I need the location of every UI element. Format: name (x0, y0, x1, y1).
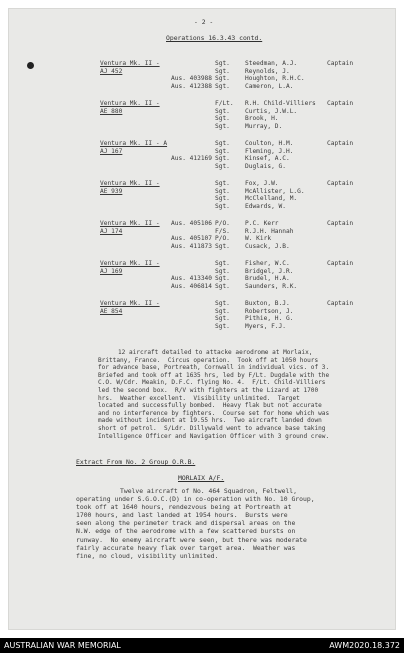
crew-name: Edwards, W. (245, 202, 286, 210)
crew-member (162, 235, 345, 243)
crew-name: Coulton, H.M. (245, 140, 294, 147)
summary-line: hrs. Weather excellent. Visibility unlimited. Target (98, 394, 300, 402)
service-number (162, 315, 215, 323)
crew-name: R.J.H. Hannah (245, 227, 294, 235)
footer-id: AWM2020.18.372 (329, 641, 400, 650)
crew-member (162, 163, 345, 171)
service-number (162, 180, 215, 188)
crew-member (162, 308, 345, 316)
service-number (162, 123, 215, 131)
service-number (162, 188, 215, 196)
summary-line: Briefed and took off at 1635 hrs, led by F/Lt. Dugdale with the (98, 371, 330, 379)
service-number (162, 68, 215, 76)
summary-line: made without incident at 19.55 hrs. Two aircraft landed down (98, 417, 322, 425)
aircraft-serial: AJ 169 (100, 267, 123, 275)
extract-line: Twelve aircraft of No. 464 Squadron, Feltwell, (120, 487, 297, 495)
crew-rank: Sgt. (215, 242, 230, 250)
summary-paragraph (98, 349, 366, 440)
extract-line: N.W. edge of the aerodrome with a few scattered bursts on (76, 527, 296, 536)
captain-label: Captain (327, 140, 354, 147)
crew-name: Robertson, J. (245, 307, 294, 315)
crew-member (162, 100, 345, 108)
crew-name: McClelland, M. (245, 195, 298, 203)
crew-name: Bridgel, J.R. (245, 267, 294, 275)
crew-name: Houghton, R.H.C. (245, 75, 305, 83)
extract-line: fairly accurate heavy flak over target area. Weather was (76, 543, 296, 552)
crew-rank: Sgt. (215, 140, 230, 147)
service-number (162, 203, 215, 211)
crew-member (162, 68, 345, 76)
aircraft-type: Ventura Mk. II - (100, 60, 160, 67)
crew-rank: Sgt. (215, 67, 230, 75)
crew-name: Myers, F.J. (245, 322, 286, 330)
summary-line: led the second box. R/V with fighters at the Lizard at 1700 (98, 386, 319, 394)
extract-line: runway. No enemy aircraft were seen, but there was moderate (76, 535, 307, 544)
crew-member (162, 300, 345, 308)
service-number (162, 323, 215, 331)
operations-heading: Operations 16.3.43 contd. (166, 34, 263, 42)
aircraft-designation (100, 180, 160, 195)
crew-member (162, 155, 345, 163)
aircraft-serial: AE 854 (100, 307, 123, 315)
crew-member (162, 323, 345, 331)
crew-member (162, 140, 345, 148)
crew-name: Curtis, J.W.L. (245, 107, 298, 115)
crew-rank: Sgt. (215, 300, 230, 307)
crew-name: W. Kirk (245, 235, 272, 243)
crew-rank: Sgt. (215, 315, 230, 323)
aircraft-serial: AE 939 (100, 187, 123, 195)
crew-name: Fleming, J.H. (245, 147, 294, 155)
crew-member (162, 220, 345, 228)
service-number (162, 308, 215, 316)
service-number: Aus. 406814 (171, 282, 212, 290)
summary-line: for advance base, Portreath, Cornwall in individual vics. of 3. (98, 364, 330, 372)
crew-name: Murray, D. (245, 122, 283, 130)
crew-rank: Sgt. (215, 202, 230, 210)
summary-line: located and successfully bombed. Heavy flak but not accurate (98, 402, 322, 410)
crew-rank: P/O. (215, 235, 230, 243)
captain-label: Captain (327, 220, 354, 227)
crew-rank: Sgt. (215, 115, 230, 123)
crew-name: Reynolds, J. (245, 67, 290, 75)
service-number (162, 195, 215, 203)
crew-rank: Sgt. (215, 195, 230, 203)
crew-rank: F/S. (215, 227, 230, 235)
crew-list (162, 100, 345, 130)
captain-label: Captain (327, 100, 354, 107)
aircraft-serial: AJ 167 (100, 147, 123, 155)
aircraft-type: Ventura Mk. II - (100, 220, 160, 227)
crew-name: Fisher, W.C. (245, 260, 290, 267)
crew-rank: Sgt. (215, 60, 230, 67)
crew-name: R.H. Child-Villiers (245, 100, 316, 107)
crew-rank: Sgt. (215, 122, 230, 130)
crew-name: Steedman, A.J. (245, 60, 298, 67)
service-number: Aus. 403988 (171, 75, 212, 83)
aircraft-serial: AJ 174 (100, 227, 123, 235)
crew-member (162, 268, 345, 276)
crew-name: Brudel, H.A. (245, 275, 290, 283)
aircraft-type: Ventura Mk. II - (100, 300, 160, 307)
crew-list (162, 260, 345, 290)
crew-list (162, 180, 345, 210)
service-number (162, 300, 215, 308)
crew-list (162, 140, 345, 170)
summary-line: short of petrol. S/Ldr. Dillywald went to advance base taking (98, 424, 326, 432)
crew-rank: Sgt. (215, 187, 230, 195)
crew-rank: Sgt. (215, 322, 230, 330)
crew-name: Kinsef, A.C. (245, 155, 290, 163)
crew-name: Saunders, R.K. (245, 282, 298, 290)
extract-line: fine, no cloud, visibility unlimited. (76, 551, 219, 560)
aircraft-type: Ventura Mk. II - A (100, 140, 168, 147)
service-number: Aus. 413340 (171, 275, 212, 283)
service-number: Aus. 412388 (171, 82, 212, 90)
summary-line: Intelligence Officer and Navigation Officer with 3 ground crew. (98, 432, 330, 440)
service-number (162, 100, 215, 108)
aircraft-type: Ventura Mk. II - (100, 100, 160, 107)
aircraft-type: Ventura Mk. II - (100, 260, 160, 267)
crew-member (162, 60, 345, 68)
crew-name: McAllister, L.G. (245, 187, 305, 195)
crew-member (162, 275, 345, 283)
crew-list (162, 220, 345, 250)
crew-rank: Sgt. (215, 260, 230, 267)
crew-member (162, 195, 345, 203)
crew-name: Brook, H. (245, 115, 279, 123)
service-number (162, 268, 215, 276)
crew-member (162, 83, 345, 91)
extract-line: operating under S.G.O.C.(D) in co-operation with No. 10 Group, (76, 495, 315, 504)
crew-member (162, 75, 345, 83)
aircraft-type: Ventura Mk. II - (100, 180, 160, 187)
summary-line: 12 aircraft detailed to attacke aerodrome at Morlaix, (118, 349, 313, 356)
punch-hole (27, 62, 34, 69)
crew-rank: Sgt. (215, 180, 230, 187)
aircraft-designation (100, 300, 160, 315)
aircraft-designation (100, 140, 167, 155)
service-number (162, 260, 215, 268)
captain-label: Captain (327, 300, 354, 307)
crew-member (162, 123, 345, 131)
crew-rank: Sgt. (215, 162, 230, 170)
summary-line: C.O. W/Cdr. Meakin, D.F.C. flying No. 4. F/Lt. Child-Villiers (98, 379, 326, 387)
crew-member (162, 148, 345, 156)
crew-rank: P/O. (215, 220, 230, 227)
crew-member (162, 315, 345, 323)
service-number: Aus. 405106 (171, 220, 212, 227)
service-number: Aus. 411873 (171, 242, 212, 250)
crew-member (162, 243, 345, 251)
service-number (162, 60, 215, 68)
service-number (162, 148, 215, 156)
crew-member (162, 203, 345, 211)
crew-rank: Sgt. (215, 107, 230, 115)
crew-member (162, 180, 345, 188)
crew-rank: Sgt. (215, 82, 230, 90)
captain-label: Captain (327, 260, 354, 267)
crew-member (162, 260, 345, 268)
extract-line: seen along the perimeter track and dispersal areas on the (76, 519, 296, 528)
service-number (162, 163, 215, 171)
crew-name: P.C. Kerr (245, 220, 279, 227)
crew-rank: Sgt. (215, 155, 230, 163)
aircraft-designation (100, 220, 160, 235)
service-number (162, 228, 215, 236)
aircraft-designation (100, 260, 160, 275)
aircraft-serial: AE 880 (100, 107, 123, 115)
crew-rank: Sgt. (215, 267, 230, 275)
extract-line: 1700 hours, and last landed at 1954 hours. Bursts were (76, 511, 288, 520)
extract-line: took off at 1640 hours, rendezvous being at Portreath at (76, 503, 292, 512)
service-number (162, 115, 215, 123)
crew-rank: Sgt. (215, 275, 230, 283)
extract-subheading: MORLAIX A/F. (178, 474, 225, 482)
crew-name: Cameron, L.A. (245, 82, 294, 90)
extract-heading: Extract From No. 2 Group O.R.B. (76, 458, 196, 466)
crew-rank: Sgt. (215, 307, 230, 315)
summary-line: and no interference by fighters. Course set for home which was (98, 409, 330, 417)
crew-name: Duglais, G. (245, 162, 286, 170)
crew-member (162, 228, 345, 236)
crew-rank: F/Lt. (215, 100, 234, 107)
service-number: Aus. 405107 (171, 235, 212, 243)
footer-source: AUSTRALIAN WAR MEMORIAL (4, 641, 121, 650)
crew-member (162, 283, 345, 291)
crew-rank: Sgt. (215, 282, 230, 290)
crew-member (162, 108, 345, 116)
page-number: - 2 - (194, 18, 214, 26)
crew-rank: Sgt. (215, 75, 230, 83)
captain-label: Captain (327, 180, 354, 187)
crew-member (162, 188, 345, 196)
aircraft-designation (100, 60, 160, 75)
crew-name: Pithie, H. G. (245, 315, 294, 323)
service-number (162, 140, 215, 148)
crew-member (162, 115, 345, 123)
crew-name: Buxton, B.J. (245, 300, 290, 307)
crew-name: Cusack, J.B. (245, 242, 290, 250)
aircraft-designation (100, 100, 160, 115)
footer-bar (0, 638, 404, 653)
extract-paragraph (76, 487, 376, 560)
crew-rank: Sgt. (215, 147, 230, 155)
crew-list (162, 60, 345, 90)
aircraft-serial: AJ 452 (100, 67, 123, 75)
service-number (162, 108, 215, 116)
captain-label: Captain (327, 60, 354, 67)
service-number: Aus. 412169 (171, 155, 212, 163)
crew-list (162, 300, 345, 330)
summary-line: Brittany, France. Circus operation. Took off at 1050 hours (98, 356, 319, 364)
crew-name: Fox, J.W. (245, 180, 279, 187)
